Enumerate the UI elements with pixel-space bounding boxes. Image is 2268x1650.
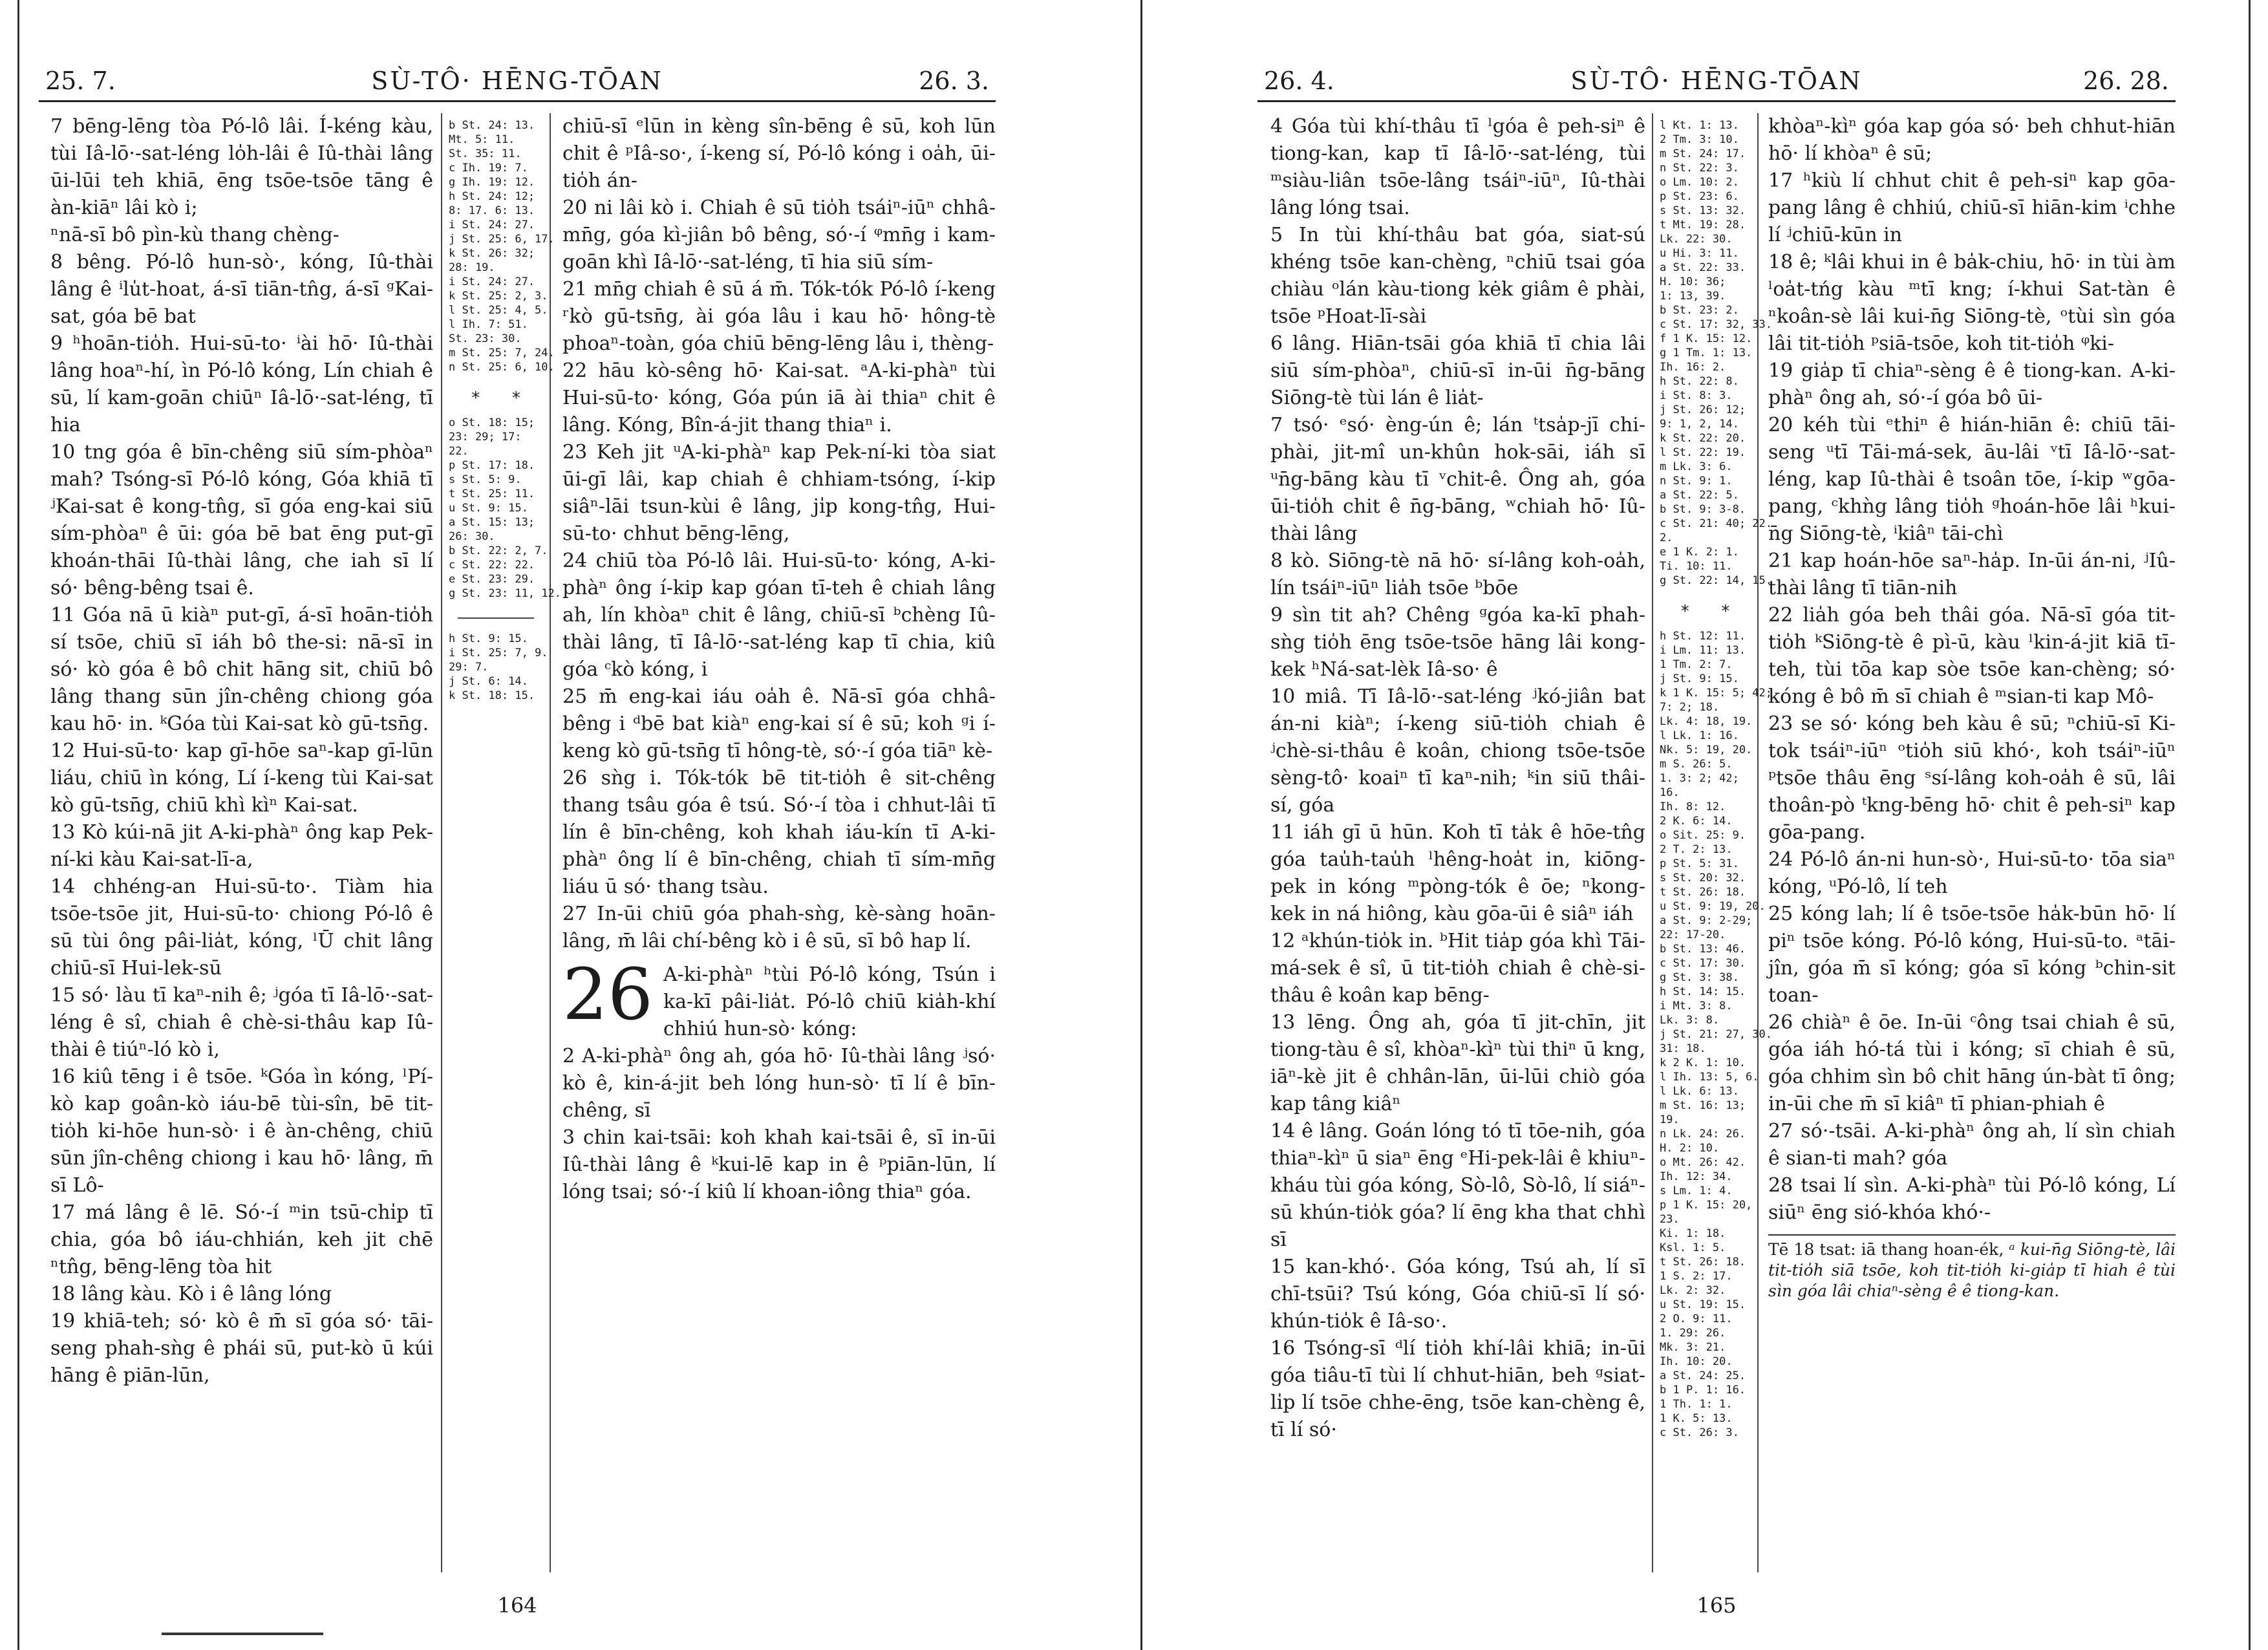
cross-reference: b St. 9: 3-8. <box>1660 503 1746 516</box>
cross-reference: H. 10: 36; <box>1660 275 1726 288</box>
left-page <box>39 61 996 1624</box>
cross-reference: 19. <box>1660 1113 1680 1126</box>
cross-reference-group <box>449 632 548 703</box>
cross-reference: a St. 22: 5. <box>1660 489 1739 502</box>
verse-paragraph: 7 tsó· ᵉsó· èng-ún ê; lán ᵗtsa̍p-jī chi-phài, jit-mî un-khûn hok-sāi, iáh sī ᵘn̄g-bāng kàu tī ᵛchit-ê. Ông ah, góa ūi-tio̍h chit ê n̄g-bāng, ʷchiah hō· Iû-thài lâng <box>1270 414 1645 545</box>
cross-reference: a St. 15: 13; <box>449 516 535 529</box>
footnote-lead: Tē 18 tsat: iā thang hoan-ék, <box>1768 1240 2009 1259</box>
cross-reference: Ksl. 1: 5. <box>1660 1241 1726 1254</box>
page-number: 164 <box>497 1593 537 1618</box>
cross-reference: 2. <box>1660 531 1673 544</box>
chapter-opening <box>562 953 996 1043</box>
verse-paragraph: 14 ê lâng. Goán lóng tó tī tōe-nih, góa thiaⁿ-kìⁿ ū siaⁿ ēng ᵉHi-pek-lâi ê khiuⁿ-kháu tùi góa kóng, Sò-lô, Sò-lô, lí siáⁿ-sū khún-tio̍k góa? lí ēng kha that chhì sī <box>1270 1120 1645 1251</box>
cross-reference: l Ih. 13: 5, 6. <box>1660 1071 1759 1084</box>
running-title: SÙ-TÔ· HĒNG-TŌAN <box>371 67 663 95</box>
cross-reference: i Mt. 3: 8. <box>1660 1000 1733 1012</box>
cross-reference: g Ih. 19: 12. <box>449 176 535 189</box>
verse-paragraph: 21 kap hoán-hōe saⁿ-ha̍p. In-ūi án-ni, ʲIû-thài lâng tī tiān-nih <box>1768 550 2176 599</box>
cross-reference: 2 O. 9: 11. <box>1660 1312 1733 1325</box>
cross-reference: 23. <box>1660 1213 1680 1226</box>
cross-reference: k St. 18: 15. <box>449 689 535 702</box>
verse-paragraph: 18 lâng kàu. Kò i ê lâng lóng <box>50 1283 332 1305</box>
cross-reference-group <box>1660 118 1772 588</box>
verse-paragraph: 10 tng góa ê bīn-chêng siū sím-phòaⁿ mah? Tsóng-sī Pó-lô kóng, Góa khiā tī ʲKai-sat ê kong-tn̂g, sī góa eng-kai siū sím-phòaⁿ ê ūi: góa bē bat ēng put-gī khoán-thāi Iû-thài lâng, che iah sī lí só· bêng-bêng tsai ê. <box>50 441 433 599</box>
right-text-column-2 <box>1768 113 2176 1572</box>
cross-reference: n Lk. 24: 26. <box>1660 1128 1746 1141</box>
cross-reference: m Lk. 3: 6. <box>1660 460 1733 473</box>
right-page-header <box>1257 61 2176 102</box>
verse-paragraph: 26 chiàⁿ ê ōe. In-ūi ᶜông tsai chiah ê sū, góa iáh hó-tá tùi i kóng; sī chiah ê sū, góa chhim sìn bô chi̍t hāng ún-bàt tī ông; in-ūi che m̄ sī kiâⁿ tī phian-phiah ê <box>1768 1011 2176 1115</box>
cross-reference: Lk. 3: 8. <box>1660 1014 1720 1027</box>
verse-paragraph: chiū-sī ᵉlūn in kèng sîn-bēng ê sū, koh lūn chit ê ᵖIâ-so·, í-keng sí, Pó-lô kóng i oa̍h, ūi-tio̍h án- <box>562 115 996 192</box>
cross-reference: 23: 29; 17: <box>449 431 522 444</box>
cross-reference: u St. 9: 15. <box>449 502 528 515</box>
verse-paragraph: 17 má lâng ê lē. Só·-í ᵐin tsū-chi̍p tī chia, góa bô iáu-chhián, keh jit chē ⁿtn̂g, bēng-lēng tòa hit <box>50 1201 433 1278</box>
cross-reference-group <box>449 416 561 601</box>
verse-paragraph: 8 bêng. Pó-lô hun-sò·, kóng, Iû-thài lâng ê ⁱlu̍t-hoat, á-sī tiān-tn̂g, á-sī ᵍKai-sat, góa bē bat <box>50 251 433 328</box>
verse-paragraph: 16 Tsóng-sī ᵈlí tio̍h khí-lâi khiā; in-ūi góa tiâu-tī tùi lí chhut-hiān, beh ᵍsiat-li̍p lí tsōe chhe-ēng, tsōe kan-chèng ê, tī lí só· <box>1270 1337 1645 1441</box>
left-cross-references <box>441 113 561 1572</box>
section-asterisks: * * <box>1680 602 1731 621</box>
cross-reference: Lk. 4: 18, 19. <box>1660 715 1753 728</box>
cross-reference: k 1 K. 15: 5; 42; <box>1660 687 1772 700</box>
verse-paragraph: 27 só·-tsāi. A-ki-phàⁿ ông ah, lí sìn chiah ê sian-ti mah? góa <box>1768 1120 2176 1170</box>
cross-reference: Lk. 2: 32. <box>1660 1284 1726 1297</box>
cross-reference: a St. 22: 33. <box>1660 261 1746 274</box>
cross-reference: c St. 21: 40; 22. <box>1660 517 1772 530</box>
verse-paragraph: 9 sìn tit ah? Chêng ᵍgóa ka-kī phah-sǹg tio̍h ēng tsōe-tsōe hāng lâi kong-kek ʰNá-sat-lèk Iâ-so· ê <box>1270 604 1645 681</box>
cross-reference: H. 2: 10. <box>1660 1142 1720 1155</box>
cross-reference: t St. 26: 18. <box>1660 886 1746 899</box>
verse-paragraph: 28 tsai lí sìn. A-ki-phàⁿ tùi Pó-lô kóng, Lí siūⁿ ēng sió-khóa khó·- <box>1768 1174 2176 1224</box>
cross-reference: p 1 K. 15: 20, <box>1660 1199 1753 1212</box>
cross-reference: p St. 17: 18. <box>449 459 535 472</box>
verse-paragraph: 20 ni lâi kò i. Chiah ê sū tio̍h tsáiⁿ-iūⁿ chhâ-mn̄g, góa kì-jiân bô bêng, só·-í ᵠmn̄g i kam-goān khì Iâ-lō·-sat-léng, tī hia siū sím- <box>562 197 996 273</box>
page-number: 165 <box>1696 1593 1737 1618</box>
bottom-rule <box>162 1633 323 1635</box>
cross-reference: b St. 22: 2, 7. <box>449 544 548 557</box>
verse-paragraph: 9 ʰhoān-tio̍h. Hui-sū-to· ⁱài hō· Iû-thài lâng hoaⁿ-hí, ìn Pó-lô kóng, Lín chiah ê sū, lí kam-goān chiūⁿ Iâ-lō·-sat-léng, tī hia <box>50 332 433 436</box>
verse-paragraph: 15 só· làu tī kaⁿ-nih ê; ʲgóa tī Iâ-lō·-sat-léng ê sî, chiah ê chè-si-thâu kap Iû-thài ê tiúⁿ-ló kò i, <box>50 984 433 1061</box>
cross-reference: h St. 22: 8. <box>1660 375 1739 388</box>
cross-reference: j St. 21: 27, 30. <box>1660 1028 1772 1041</box>
cross-reference: s St. 13: 32. <box>1660 204 1746 217</box>
cross-reference: k St. 25: 2, 3. <box>449 290 548 303</box>
cross-reference: j St. 25: 6, 17. <box>449 233 555 246</box>
verse-paragraph: 12 Hui-sū-to· kap gī-hōe saⁿ-kap gī-lūn liáu, chiū ìn kóng, Lí í-keng tùi Kai-sat kò gū-tsn̄g, chiū khì kìⁿ Kai-sat. <box>50 740 433 817</box>
left-text-column-1 <box>39 113 433 1572</box>
verse-paragraph: khòaⁿ-kìⁿ góa kap góa só· beh chhut-hiān hō· lí khòaⁿ ê sū; <box>1768 115 2176 165</box>
cross-reference: 28: 19. <box>449 261 495 274</box>
cross-reference: m St. 25: 7, 24. <box>449 347 555 359</box>
cross-reference: j St. 6: 14. <box>449 675 528 688</box>
cross-reference: 2 K. 6: 14. <box>1660 815 1733 828</box>
cross-reference: n St. 9: 1. <box>1660 475 1733 488</box>
cross-reference: St. 35: 11. <box>449 147 522 160</box>
cross-reference: l Kt. 1: 13. <box>1660 119 1739 132</box>
verse-paragraph: 15 kan-khó·. Góa kóng, Tsú ah, lí sī chī-tsūi? Tsú kóng, Góa chiū-sī lí só· khún-tio̍k ê Iâ-so·. <box>1270 1256 1645 1333</box>
cross-reference: 1 S. 2: 17. <box>1660 1270 1733 1283</box>
cross-reference: 8: 17. 6: 13. <box>449 204 535 217</box>
verse-paragraph: 25 kóng lah; lí ê tsōe-tsōe ha̍k-būn hō· lí piⁿ tsōe kóng. Pó-lô kóng, Hui-sū-to. ᵃtāi-jîn, góa m̄ sī kóng; góa sī kóng ᵇchin-sit toan- <box>1768 903 2176 1007</box>
cross-reference: s St. 5: 9. <box>449 473 522 486</box>
cross-reference-group <box>449 118 555 374</box>
cross-reference: k St. 26: 32; <box>449 247 535 260</box>
verse-paragraph: 16 kiû tēng i ê tsōe. ᵏGóa ìn kóng, ˡPí-kò kap goân-kò iáu-bē tùi-sîn, bē tit-tio̍h ki-hōe hun-sò· i ê àn-chêng, chiū sūn jîn-chêng chiong i kau hō· lâng, m̄ sī Lô- <box>50 1066 433 1197</box>
verse-paragraph: 21 mn̄g chiah ê sū á m̄. Tók-tók Pó-lô í-keng ʳkò gū-tsn̄g, ài góa lâu i kau hō· hông-tè phoaⁿ-toàn, góa chiū bēng-lēng lâu i, thèng- <box>562 278 996 355</box>
cross-reference: i Lm. 11: 13. <box>1660 644 1746 657</box>
book-gutter <box>1112 0 1170 1650</box>
cross-reference: n St. 25: 6, 10. <box>449 361 555 374</box>
right-page-body <box>1257 113 2176 1572</box>
verse-paragraph: 25 m̄ eng-kai iáu oa̍h ê. Nā-sī góa chhâ-bêng i ᵈbē bat kiàⁿ eng-kai sí ê sū; koh ᵍi í-keng kò gū-tsn̄g tī hông-tè, só·-í góa tiāⁿ kè- <box>562 685 996 762</box>
cross-reference: m St. 24: 17. <box>1660 147 1746 160</box>
cross-reference: k 2 K. 1: 10. <box>1660 1056 1746 1069</box>
header-right-reference: 26. 3. <box>919 67 989 95</box>
cross-reference: Ih. 16: 2. <box>1660 361 1726 374</box>
cross-reference: o Mt. 26: 42. <box>1660 1156 1746 1169</box>
cross-reference: i St. 24: 27. <box>449 219 535 231</box>
cross-reference: h St. 9: 15. <box>449 632 528 645</box>
cross-reference: h St. 24: 12; <box>449 190 535 203</box>
cross-reference: 1. 3: 2; 42; <box>1660 772 1739 785</box>
verse-paragraph: 22 hāu kò-sêng hō· Kai-sat. ᵃA-ki-phàⁿ tùi Hui-sū-to· kóng, Góa pún iā ài thiaⁿ chit ê lâng. Kóng, Bîn-á-jit thang thiaⁿ i. <box>562 359 996 436</box>
cross-reference-group <box>1660 629 1772 1440</box>
cross-reference: j St. 26: 12; <box>1660 403 1746 416</box>
section-asterisks: * * <box>470 389 522 408</box>
cross-reference: a St. 9: 2-29; <box>1660 914 1753 927</box>
cross-reference: o Sit. 25: 9. <box>1660 829 1746 842</box>
header-right-reference: 26. 28. <box>2083 67 2169 95</box>
verse-paragraph: 2 A-ki-phàⁿ ông ah, góa hō· Iû-thài lâng ʲsó· kò ê, kin-á-jit beh lóng hun-sò· tī lí ê bīn-chêng, sī <box>562 1045 996 1122</box>
cross-reference: g St. 3: 38. <box>1660 971 1739 984</box>
cross-reference: Nk. 5: 19, 20. <box>1660 744 1753 756</box>
verse-paragraph: 10 miâ. Tī Iâ-lō·-sat-léng ʲkó-jiân bat án-ni kiàⁿ; í-keng siū-tio̍h chiah ê ʲchè-si-thâu ê koân, chiong tsōe-tsōe sèng-tô· koaiⁿ tī kaⁿ-nih; ᵏin siū thâi-sí, góa <box>1270 685 1645 817</box>
cross-reference: i St. 24: 27. <box>449 275 535 288</box>
cross-reference: l Lk. 6: 13. <box>1660 1085 1739 1098</box>
cross-reference: t Mt. 19: 28. <box>1660 219 1746 231</box>
cross-reference: Ti. 10: 11. <box>1660 560 1733 573</box>
cross-reference: 1. 29: 26. <box>1660 1327 1726 1340</box>
header-left-reference: 25. 7. <box>45 67 116 95</box>
verse-paragraph: 6 lâng. Hiān-tsāi góa khiā tī chia lâi siū sím-phòaⁿ, chiū-sī in-ūi n̄g-bāng Siōng-tè tùi lán ê lia̍t- <box>1270 332 1645 409</box>
cross-reference: u St. 19: 15. <box>1660 1298 1746 1311</box>
cross-reference: Ih. 8: 12. <box>1660 800 1726 813</box>
cross-reference: s Lm. 1: 4. <box>1660 1184 1733 1197</box>
cross-reference: 2 Tm. 3: 10. <box>1660 133 1739 146</box>
header-left-reference: 26. 4. <box>1264 67 1334 95</box>
verse-paragraph: 18 ê; ᵏlâi khui in ê ba̍k-chiu, hō· in tùi àm ˡoa̍t-tńg kàu ᵐtī kng; í-khui Sat-tàn ê ⁿkoân-sè lâi kui-n̄g Siōng-tè, ᵒtùi sìn góa lâi tit-tio̍h ᵖsiā-tsōe, koh tit-tio̍h ᵠki- <box>1768 251 2176 355</box>
verse-paragraph: 22 lia̍h góa beh thâi góa. Nā-sī góa tit-tio̍h ᵏSiōng-tè ê pì-ū, kàu ˡkin-á-jit kiā tī-teh, tùi tōa kap sòe tsōe kan-chèng; só· kóng ê bô m̄ sī chiah ê ᵐsian-ti kap Mô- <box>1768 604 2176 708</box>
verse-paragraph: 17 ʰkiù lí chhut chit ê peh-siⁿ kap gōa-pang lâng ê chhiú, chiū-sī hiān-kim ⁱchhe lí ʲchiū-kūn in <box>1768 169 2176 246</box>
cross-reference: 9: 1, 2, 14. <box>1660 418 1739 431</box>
chapter-first-verse: A-ki-phàⁿ ʰtùi Pó-lô kóng, Tsún i ka-kī pâi-lia̍t. Pó-lô chiū kia̍h-khí chhiú hun-sò· kóng: <box>663 963 996 1040</box>
cross-reference: m St. 16: 13; <box>1660 1099 1746 1112</box>
verse-paragraph: 20 kéh tùi ᵉthiⁿ ê hián-hiān ê: chiū tāi-seng ᵘtī Tāi-má-sek, āu-lâi ᵛtī Iâ-lō·-sat-léng, kap Iû-thài ê tsoân tōe, í-kip ʷgōa-pang, ᶜkhǹg lâng tio̍h ᵍhoán-hōe lâi ʰkui-n̄g Siōng-tè, ⁱkiâⁿ tāi-chì <box>1768 414 2176 545</box>
verse-paragraph: 14 chhéng-an Hui-sū-to·. Tiàm hia tsōe-tsōe jit, Hui-sū-to· chiong Pó-lô ê sū tùi ông pâi-lia̍t, kóng, ˡŪ chit lâng chiū-sī Hui-lek-sū <box>50 875 433 980</box>
cross-reference: g St. 22: 14, 15. <box>1660 574 1772 587</box>
right-text-column-1 <box>1257 113 1645 1572</box>
verse-paragraph: 11 Góa nā ū kiàⁿ put-gī, á-sī hoān-tio̍h sí tsōe, chiū sī iáh bô the-si: nā-sī in só· kò góa ê bô chit hāng sit, chiū bô lâng thang sūn jîn-chêng chiong góa kau hō· in. ᵏGóa tùi Kai-sat kò gū-tsn̄g. <box>50 604 433 735</box>
left-page-edge <box>0 0 19 1650</box>
cross-reference: f 1 K. 15: 12. <box>1660 332 1753 345</box>
cross-reference: k St. 22: 20. <box>1660 432 1746 445</box>
cross-reference: l Lk. 1: 16. <box>1660 729 1739 742</box>
cross-reference: s St. 20: 32. <box>1660 872 1746 884</box>
cross-reference: l St. 22: 19. <box>1660 446 1746 459</box>
verse-paragraph: 12 ᵃkhún-tio̍k in. ᵇHit tia̍p góa khì Tāi-má-sek ê sî, ū tit-tio̍h chiah ê chè-si-thâu ê koân kap bēng- <box>1270 930 1645 1007</box>
gutter-line <box>1140 0 1142 1650</box>
cross-reference: a St. 24: 25. <box>1660 1369 1746 1382</box>
verse-paragraph: 7 bēng-lēng tòa Pó-lô lâi. Í-kéng kàu, tùi Iâ-lō·-sat-léng lo̍h-lâi ê Iû-thài lâng ūi-lūi teh khiā, ēng tsōe-tsōe tāng ê àn-kiāⁿ lâi kò i; <box>50 115 433 219</box>
cross-reference: b St. 13: 46. <box>1660 943 1746 956</box>
cross-reference: Mk. 3: 21. <box>1660 1341 1726 1354</box>
running-title: SÙ-TÔ· HĒNG-TŌAN <box>1570 67 1863 95</box>
left-page-body <box>39 113 996 1572</box>
cross-reference: l Ih. 7: 51. <box>449 318 528 331</box>
cross-reference: t St. 25: 11. <box>449 488 535 500</box>
verse-paragraph: 27 In-ūi chiū góa phah-sǹg, kè-sàng hoān-lâng, m̄ lâi chí-bêng kò i ê sū, sī bô hap lí. <box>562 903 996 952</box>
cross-reference: h St. 12: 11. <box>1660 630 1746 643</box>
verse-paragraph: 3 chin kai-tsāi: koh khah kai-tsāi ê, sī in-ūi Iû-thài lâng ê ᵏkui-lē kap in ê ᵖpiān-lūn, lí lóng tsai; só·-í kiû lí khoan-iông thiaⁿ góa. <box>562 1126 996 1203</box>
cross-reference: St. 23: 30. <box>449 332 522 345</box>
cross-reference: Lk. 22: 30. <box>1660 233 1733 246</box>
left-page-header <box>39 61 996 102</box>
cross-reference: i St. 8: 3. <box>1660 389 1733 402</box>
verse-paragraph: 24 Pó-lô án-ni hun-sò·, Hui-sū-to· tōa siaⁿ kóng, ᵘPó-lô, lí teh <box>1768 848 2176 898</box>
verse-paragraph: 26 sǹg i. Tók-tók bē tit-tio̍h ê sit-chêng thang tsâu góa ê tsú. Só·-í tòa i chhut-lâi tī lín ê bīn-chêng, koh khah iáu-kín tī A-ki-phàⁿ ông lí ê bīn-chêng, chiah tī sím-mn̄g liáu ū só· thang tsàu. <box>562 767 996 898</box>
cross-reference: 26: 30. <box>449 530 495 543</box>
cross-reference: 22. <box>449 445 469 458</box>
cross-reference: 7: 2; 18. <box>1660 701 1720 714</box>
verse-paragraph: 5 In tùi khí-thâu bat góa, siat-sú khéng tsōe kan-chèng, ⁿchiū tsai góa chiàu ᵒlán kàu-tiong kėk giâm ê phài, tsōe ᵖHoat-lī-sài <box>1270 224 1645 328</box>
cross-reference: 16. <box>1660 786 1680 799</box>
cross-reference: 22: 17-20. <box>1660 928 1726 941</box>
cross-reference: c St. 22: 22. <box>449 559 535 572</box>
verse-paragraph: ⁿnā-sī bô pìn-kù thang chèng- <box>50 224 339 246</box>
cross-reference: o Lm. 10: 2. <box>1660 176 1739 189</box>
cross-reference: h St. 14: 15. <box>1660 985 1746 998</box>
left-text-column-2 <box>562 113 996 1572</box>
footnote <box>1768 1234 2176 1302</box>
cross-reference: c St. 17: 32, 33. <box>1660 318 1772 331</box>
cross-reference: 29: 7. <box>449 661 489 674</box>
verse-paragraph: 13 lēng. Ông ah, góa tī jit-chīn, jit tiong-tàu ê sî, khòaⁿ-kìⁿ tùi thiⁿ ū kng, iāⁿ-kè jit ê chhân-lān, ūi-lūi chiò góa kap tâng kiâⁿ <box>1270 1011 1645 1115</box>
cross-reference: Mt. 5: 11. <box>449 133 515 146</box>
cross-reference: t St. 26: 18. <box>1660 1256 1746 1269</box>
cross-reference: 31: 18. <box>1660 1042 1706 1055</box>
cross-reference: 2 T. 2: 13. <box>1660 843 1733 856</box>
verse-paragraph: 19 khiā-teh; só· kò ê m̄ sī góa só· tāi-seng phah-sǹg ê phái sū, put-kò ū kúi hāng ê piān-lūn, <box>50 1310 433 1387</box>
chapter-number: 26 <box>562 953 653 1036</box>
cross-reference: j St. 9: 15. <box>1660 672 1739 685</box>
cross-reference: 1: 13, 39. <box>1660 290 1726 303</box>
cross-reference: Ki. 1: 18. <box>1660 1227 1726 1240</box>
cross-reference: Ih. 10: 20. <box>1660 1355 1733 1368</box>
cross-reference: i St. 25: 7, 9. <box>449 647 548 659</box>
verse-paragraph: 23 se só· kóng beh kàu ê sū; ⁿchiū-sī Ki-tok tsáiⁿ-iūⁿ ᵒtio̍h siū khó·, koh tsáiⁿ-iūⁿ ᵖtsōe thâu ēng ˢsí-lâng koh-oa̍h ê sū, lâi thoân-pò ᵗkng-bēng hō· chit ê peh-siⁿ kap gōa-pang. <box>1768 712 2176 844</box>
cross-reference: 1 Tm. 2: 7. <box>1660 658 1733 671</box>
cross-reference: 1 K. 5: 13. <box>1660 1412 1733 1425</box>
cross-reference: u Hi. 3: 11. <box>1660 247 1739 260</box>
cross-reference: p St. 5: 31. <box>1660 857 1739 870</box>
cross-reference: 1 Th. 1: 1. <box>1660 1398 1733 1411</box>
cross-reference: g St. 23: 11, 12. <box>449 587 561 600</box>
cross-reference: p St. 23: 6. <box>1660 190 1739 203</box>
cross-reference: c St. 17: 30. <box>1660 957 1746 970</box>
right-page <box>1257 61 2176 1624</box>
verse-paragraph: 19 gia̍p tī chiaⁿ-sèng ê ê tiong-kan. A-ki-phàⁿ ông ah, só·-í góa bô ūi- <box>1768 359 2176 409</box>
right-cross-references <box>1652 113 1772 1572</box>
cross-reference: b 1 P. 1: 16. <box>1660 1384 1746 1397</box>
cross-reference: u St. 9: 19, 20. <box>1660 900 1766 913</box>
verse-paragraph: 8 kò. Siōng-tè nā hō· sí-lâng koh-oa̍h, lín tsáiⁿ-iūⁿ lia̍h tsōe ᵇbōe <box>1270 550 1645 599</box>
verse-paragraph: 4 Góa tùi khí-thâu tī ˡgóa ê peh-siⁿ ê tiong-kan, kap tī Iâ-lō·-sat-léng, tùi ᵐsiàu-liân tsōe-lâng tsáiⁿ-iūⁿ, Iû-thài lâng lóng tsai. <box>1270 115 1645 219</box>
cross-reference: c Ih. 19: 7. <box>449 162 528 175</box>
verse-paragraph: 11 iáh gī ū hūn. Koh tī ta̍k ê hōe-tn̂g góa tau̍h-tau̍h ˡhêng-hoa̍t in, kiōng-pek in kóng ᵐpòng-tók ê ōe; ⁿkong-kek in ná hiông, kàu gōa-ūi ê siâⁿ iáh <box>1270 821 1645 925</box>
right-page-edge <box>2249 0 2268 1650</box>
cross-reference: Ih. 12: 34. <box>1660 1170 1733 1183</box>
reference-divider <box>458 617 534 619</box>
cross-reference: m S. 26: 5. <box>1660 758 1733 771</box>
verse-paragraph: 13 Kò kúi-nā jit A-ki-phàⁿ ông kap Pek-ní-ki kàu Kai-sat-lī-a, <box>50 821 433 871</box>
cross-reference: n St. 22: 3. <box>1660 162 1739 175</box>
cross-reference: e St. 23: 29. <box>449 573 535 586</box>
verse-paragraph: 23 Keh jit ᵘA-ki-phàⁿ kap Pek-ní-ki tòa siat ūi-gī lâi, kap chiah ê chhiam-tsóng, í-kip siâⁿ-lāi tsun-kùi ê lâng, ji̍p kong-tn̂g, Hui-sū-to· chhut bēng-lēng, <box>562 441 996 545</box>
cross-reference: o St. 18: 15; <box>449 416 535 429</box>
cross-reference: g 1 Tm. 1: 13. <box>1660 347 1753 359</box>
cross-reference: c St. 26: 3. <box>1660 1426 1739 1439</box>
cross-reference: l St. 25: 4, 5. <box>449 304 548 317</box>
footnote-text: ᵃ kui-n̄g Siōng-tè, lâi tit-tio̍h siā tsōe, koh tit-tio̍h ki-gia̍p tī hiah ê tùi sìn góa lâi chiaⁿ-sèng ê ê tiong-kan. <box>1768 1240 2176 1300</box>
cross-reference: b St. 24: 13. <box>449 119 535 132</box>
verse-paragraph: 24 chiū tòa Pó-lô lâi. Hui-sū-to· kóng, A-ki-phàⁿ ông í-kip kap góan tī-teh ê chiah lâng ah, lín khòaⁿ chit ê lâng, chiū-sī ᵇchèng Iû-thài lâng, tī Iâ-lō·-sat-léng kap tī chia, kiû góa ᶜkò kóng, i <box>562 550 996 681</box>
cross-reference: e 1 K. 2: 1. <box>1660 546 1739 559</box>
cross-reference: b St. 23: 2. <box>1660 304 1739 317</box>
